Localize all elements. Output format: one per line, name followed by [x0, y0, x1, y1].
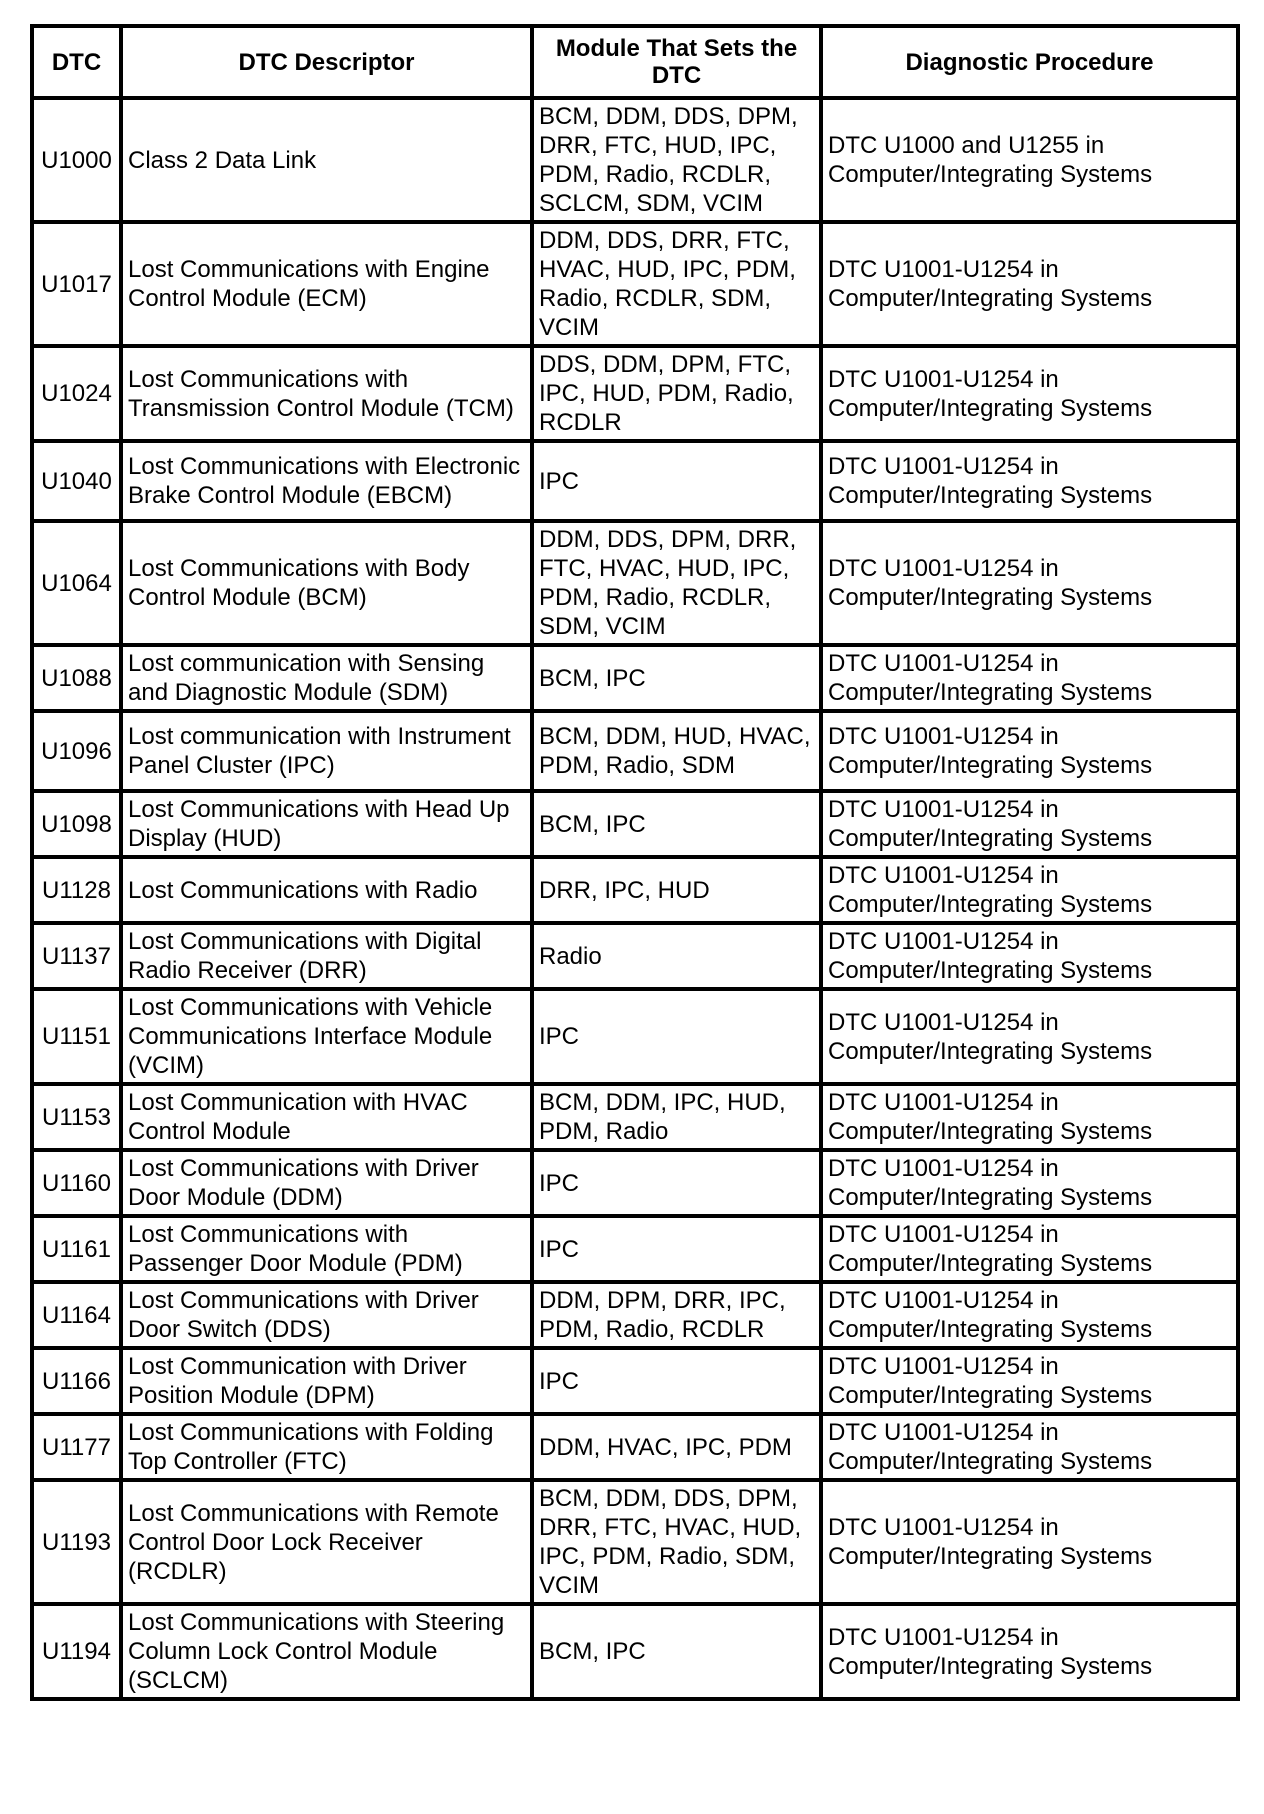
dtc-descriptor-cell: Lost Communications with Steering Column Lock Control Module (SCLCM) [121, 1604, 532, 1699]
procedure-cell: DTC U1001-U1254 in Computer/Integrating Systems [821, 1414, 1238, 1480]
header-module: Module That Sets the DTC [532, 26, 821, 98]
dtc-code-cell: U1194 [32, 1604, 121, 1699]
table-row [32, 222, 1238, 346]
dtc-descriptor-cell: Lost Communications with Electronic Brake Control Module (EBCM) [121, 441, 532, 521]
table-row [32, 98, 1238, 222]
dtc-descriptor-cell: Lost Communications with Vehicle Communications Interface Module (VCIM) [121, 989, 532, 1084]
table-row [32, 441, 1238, 521]
dtc-code-cell: U1193 [32, 1480, 121, 1604]
dtc-descriptor-cell: Lost Communications with Digital Radio Receiver (DRR) [121, 923, 532, 989]
header-descriptor: DTC Descriptor [121, 26, 532, 98]
dtc-code-cell: U1024 [32, 346, 121, 441]
dtc-code-cell: U1064 [32, 521, 121, 645]
module-cell: DRR, IPC, HUD [532, 857, 821, 923]
module-cell: BCM, DDM, DDS, DPM, DRR, FTC, HVAC, HUD, IPC, PDM, Radio, SDM, VCIM [532, 1480, 821, 1604]
procedure-cell: DTC U1001-U1254 in Computer/Integrating Systems [821, 441, 1238, 521]
procedure-cell: DTC U1001-U1254 in Computer/Integrating Systems [821, 346, 1238, 441]
header-row [32, 26, 1238, 98]
dtc-code-cell: U1166 [32, 1348, 121, 1414]
table-row [32, 1282, 1238, 1348]
procedure-cell: DTC U1001-U1254 in Computer/Integrating Systems [821, 1150, 1238, 1216]
dtc-code-cell: U1017 [32, 222, 121, 346]
module-cell: BCM, IPC [532, 791, 821, 857]
module-cell: DDM, DPM, DRR, IPC, PDM, Radio, RCDLR [532, 1282, 821, 1348]
table-row [32, 1414, 1238, 1480]
table-row [32, 521, 1238, 645]
module-cell: DDM, DDS, DRR, FTC, HVAC, HUD, IPC, PDM, Radio, RCDLR, SDM, VCIM [532, 222, 821, 346]
table-row [32, 645, 1238, 711]
table-row [32, 1084, 1238, 1150]
dtc-descriptor-cell: Lost Communication with HVAC Control Module [121, 1084, 532, 1150]
procedure-cell: DTC U1001-U1254 in Computer/Integrating Systems [821, 1604, 1238, 1699]
dtc-descriptor-cell: Lost Communications with Folding Top Controller (FTC) [121, 1414, 532, 1480]
dtc-code-cell: U1000 [32, 98, 121, 222]
dtc-descriptor-cell: Lost communication with Instrument Panel Cluster (IPC) [121, 711, 532, 791]
header-procedure: Diagnostic Procedure [821, 26, 1238, 98]
dtc-code-cell: U1177 [32, 1414, 121, 1480]
dtc-code-cell: U1161 [32, 1216, 121, 1282]
table-row [32, 1348, 1238, 1414]
dtc-code-cell: U1040 [32, 441, 121, 521]
procedure-cell: DTC U1001-U1254 in Computer/Integrating Systems [821, 521, 1238, 645]
table-row [32, 1150, 1238, 1216]
dtc-code-cell: U1098 [32, 791, 121, 857]
module-cell: IPC [532, 989, 821, 1084]
dtc-descriptor-cell: Lost Communications with Remote Control Door Lock Receiver (RCDLR) [121, 1480, 532, 1604]
table-header [32, 26, 1238, 98]
dtc-descriptor-cell: Lost Communications with Transmission Control Module (TCM) [121, 346, 532, 441]
table-row [32, 857, 1238, 923]
table-row [32, 346, 1238, 441]
dtc-descriptor-cell: Lost Communications with Passenger Door Module (PDM) [121, 1216, 532, 1282]
dtc-code-cell: U1160 [32, 1150, 121, 1216]
header-dtc: DTC [32, 26, 121, 98]
module-cell: BCM, IPC [532, 645, 821, 711]
module-cell: IPC [532, 1150, 821, 1216]
table-row [32, 791, 1238, 857]
table-row [32, 1604, 1238, 1699]
dtc-descriptor-cell: Class 2 Data Link [121, 98, 532, 222]
dtc-descriptor-cell: Lost Communications with Driver Door Module (DDM) [121, 1150, 532, 1216]
table-row [32, 711, 1238, 791]
dtc-descriptor-cell: Lost Communications with Engine Control Module (ECM) [121, 222, 532, 346]
procedure-cell: DTC U1001-U1254 in Computer/Integrating Systems [821, 222, 1238, 346]
dtc-code-cell: U1128 [32, 857, 121, 923]
module-cell: DDM, HVAC, IPC, PDM [532, 1414, 821, 1480]
dtc-descriptor-cell: Lost Communications with Driver Door Switch (DDS) [121, 1282, 532, 1348]
module-cell: IPC [532, 1348, 821, 1414]
procedure-cell: DTC U1001-U1254 in Computer/Integrating Systems [821, 791, 1238, 857]
module-cell: BCM, IPC [532, 1604, 821, 1699]
dtc-code-cell: U1137 [32, 923, 121, 989]
module-cell: IPC [532, 441, 821, 521]
dtc-descriptor-cell: Lost Communications with Radio [121, 857, 532, 923]
dtc-descriptor-cell: Lost Communications with Head Up Display (HUD) [121, 791, 532, 857]
dtc-descriptor-cell: Lost communication with Sensing and Diagnostic Module (SDM) [121, 645, 532, 711]
procedure-cell: DTC U1001-U1254 in Computer/Integrating Systems [821, 645, 1238, 711]
table-row [32, 1480, 1238, 1604]
module-cell: BCM, DDM, IPC, HUD, PDM, Radio [532, 1084, 821, 1150]
dtc-code-cell: U1164 [32, 1282, 121, 1348]
procedure-cell: DTC U1000 and U1255 in Computer/Integrating Systems [821, 98, 1238, 222]
module-cell: DDM, DDS, DPM, DRR, FTC, HVAC, HUD, IPC, PDM, Radio, RCDLR, SDM, VCIM [532, 521, 821, 645]
dtc-code-cell: U1151 [32, 989, 121, 1084]
dtc-descriptor-cell: Lost Communications with Body Control Module (BCM) [121, 521, 532, 645]
procedure-cell: DTC U1001-U1254 in Computer/Integrating Systems [821, 1282, 1238, 1348]
module-cell: DDS, DDM, DPM, FTC, IPC, HUD, PDM, Radio, RCDLR [532, 346, 821, 441]
table-body [32, 98, 1238, 1699]
procedure-cell: DTC U1001-U1254 in Computer/Integrating Systems [821, 1480, 1238, 1604]
table-row [32, 923, 1238, 989]
dtc-code-cell: U1088 [32, 645, 121, 711]
procedure-cell: DTC U1001-U1254 in Computer/Integrating Systems [821, 923, 1238, 989]
module-cell: IPC [532, 1216, 821, 1282]
procedure-cell: DTC U1001-U1254 in Computer/Integrating Systems [821, 989, 1238, 1084]
procedure-cell: DTC U1001-U1254 in Computer/Integrating Systems [821, 1084, 1238, 1150]
dtc-code-cell: U1096 [32, 711, 121, 791]
module-cell: BCM, DDM, DDS, DPM, DRR, FTC, HUD, IPC, PDM, Radio, RCDLR, SCLCM, SDM, VCIM [532, 98, 821, 222]
table-row [32, 989, 1238, 1084]
module-cell: BCM, DDM, HUD, HVAC, PDM, Radio, SDM [532, 711, 821, 791]
dtc-table [30, 24, 1240, 1701]
dtc-code-cell: U1153 [32, 1084, 121, 1150]
procedure-cell: DTC U1001-U1254 in Computer/Integrating Systems [821, 1216, 1238, 1282]
procedure-cell: DTC U1001-U1254 in Computer/Integrating Systems [821, 711, 1238, 791]
procedure-cell: DTC U1001-U1254 in Computer/Integrating Systems [821, 1348, 1238, 1414]
procedure-cell: DTC U1001-U1254 in Computer/Integrating Systems [821, 857, 1238, 923]
table-row [32, 1216, 1238, 1282]
dtc-descriptor-cell: Lost Communication with Driver Position Module (DPM) [121, 1348, 532, 1414]
module-cell: Radio [532, 923, 821, 989]
